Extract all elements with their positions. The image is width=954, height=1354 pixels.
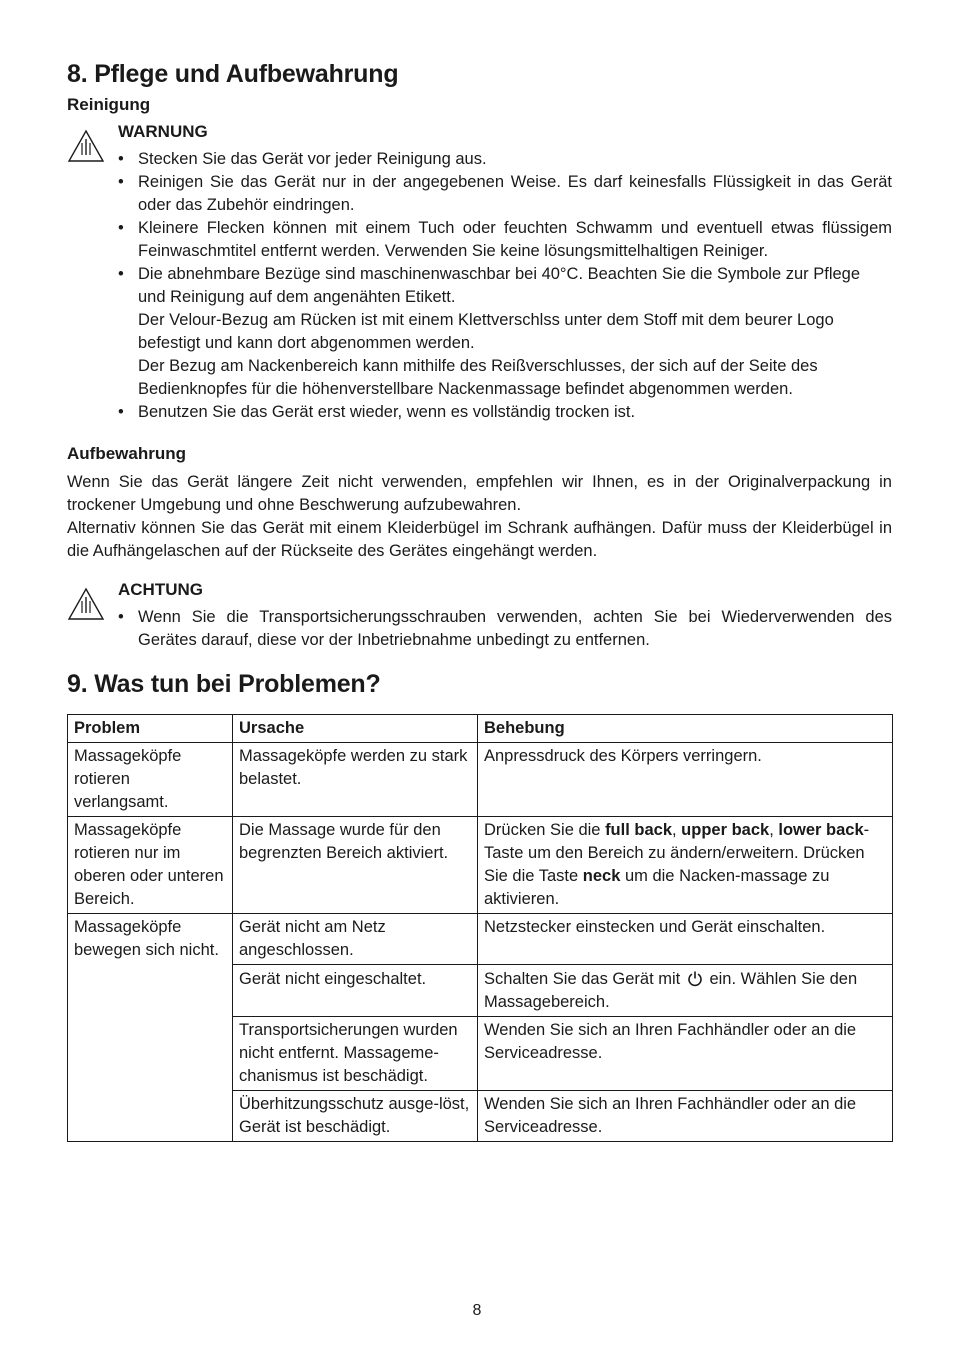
bullet-text: • Die abnehmbare Bezüge sind maschinenwaschbar bei 40°C. Beachten Sie die Symbole zur Pflege und Reinigung auf dem angenähten Etikett. [138,265,861,306]
table-row [68,743,893,817]
text: , [672,821,682,839]
paragraph: Alternativ können Sie das Gerät mit einem Kleiderbügel im Schrank aufhängen. Dafür muss der Kleiderbügel in die Aufhängelaschen auf der Rückseite des Gerätes eingehängt werden. [67,519,892,560]
problem-cell: Massageköpfe bewegen sich nicht. [68,914,233,1142]
header-behebung: Behebung [478,715,893,743]
header-ursache: Ursache [233,715,478,743]
warning-triangle-icon [67,587,105,621]
bullet-text: Der Bezug am Nackenbereich kann mithilfe des Reißverschlusses, der sich auf der Seite des Bedienknopfes für die höhenverstellbare Nackenmassage befindet abgenommen werden. [138,357,818,398]
full-back-label: full back [605,821,672,839]
warning-title: WARNUNG [118,122,208,141]
behebung-cell [478,965,893,1017]
text: Schalten Sie das Gerät mit [484,970,681,988]
text: -Taste um den Bereich zu ändern/erweitern. Drücken Sie die Taste [484,821,870,885]
lower-back-label: lower back [778,821,864,839]
problem-cell: Massageköpfe rotieren nur im oberen oder unteren Bereich. [68,817,233,914]
upper-back-label: upper back [681,821,770,839]
aufbewahrung-heading: Aufbewahrung [67,444,186,463]
text: um die Nacken-massage zu aktivieren. [484,867,830,908]
ursache-cell: Gerät nicht am Netz angeschlossen. [233,914,478,965]
reinigung-heading: Reinigung [67,95,151,114]
list-item: • Benutzen Sie das Gerät erst wieder, wenn es vollständig trocken ist. [118,401,892,424]
caution-title: ACHTUNG [118,580,203,599]
ursache-cell: Überhitzungsschutz ausge-löst, Gerät ist beschädigt. [233,1091,478,1142]
list-item: • Reinigen Sie das Gerät nur in der angegebenen Weise. Es darf keinesfalls Flüssigkeit in das Gerät oder das Zubehör eindringen. [118,171,892,217]
behebung-cell [478,817,893,914]
ursache-cell: Massageköpfe werden zu stark belastet. [233,743,478,817]
warning-block [67,121,892,143]
ursache-cell: Gerät nicht eingeschaltet. [233,965,478,1017]
text: ein. Wählen Sie den Massagebereich. [484,970,858,1011]
ursache-cell: Transportsicherungen wurden nicht entfernt. Massageme-chanismus ist beschädigt. [233,1017,478,1091]
neck-label: neck [582,867,621,885]
behebung-cell: Netzstecker einstecken und Gerät einschalten. [478,914,893,965]
problem-cell: Massageköpfe rotieren verlangsamt. [68,743,233,817]
caution-bullet-list [118,606,892,652]
behebung-cell: Wenden Sie sich an Ihren Fachhändler oder an die Serviceadresse. [478,1017,893,1091]
text: Drücken Sie die [484,821,606,839]
behebung-cell: Wenden Sie sich an Ihren Fachhändler oder an die Serviceadresse. [478,1091,893,1142]
section-8-title: 8. Pflege und Aufbewahrung [67,60,399,88]
ursache-cell: Die Massage wurde für den begrenzten Bereich aktiviert. [233,817,478,914]
page-number: 8 [472,1302,482,1319]
aufbewahrung-text [67,471,892,563]
section-9-title: 9. Was tun bei Problemen? [67,670,381,698]
troubleshooting-table [67,714,893,1142]
list-item [118,263,892,401]
header-problem: Problem [68,715,233,743]
caution-block [67,579,892,601]
list-item: • Stecken Sie das Gerät vor jeder Reinigung aus. [118,148,892,171]
table-header-row [68,715,893,743]
paragraph: Wenn Sie das Gerät längere Zeit nicht verwenden, empfehlen wir Ihnen, es in der Originalverpackung in trockener Umgebung und ohne Beschwerung aufzubewahren. [67,473,892,514]
power-icon [687,970,703,987]
table-row [68,914,893,965]
table-row [68,817,893,914]
list-item: • Wenn Sie die Transportsicherungsschrauben verwenden, achten Sie bei Wiederverwenden des Gerätes darauf, diese vor der Inbetriebnahme unbedingt zu entfernen. [118,606,892,652]
warning-triangle-icon [67,129,105,163]
behebung-cell: Anpressdruck des Körpers verringern. [478,743,893,817]
cleaning-bullet-list [118,148,892,424]
text: , [769,821,779,839]
bullet-text: Der Velour-Bezug am Rücken ist mit einem Klettverschlss unter dem Stoff mit dem beurer Logo befestigt und kann dort abgenommen werden. [138,311,834,352]
list-item: • Kleinere Flecken können mit einem Tuch oder feuchten Schwamm und eventuell etwas flüssigem Feinwaschmtitel entfernt werden. Verwenden Sie keine lösungsmittelhaltigen Reiniger. [118,217,892,263]
